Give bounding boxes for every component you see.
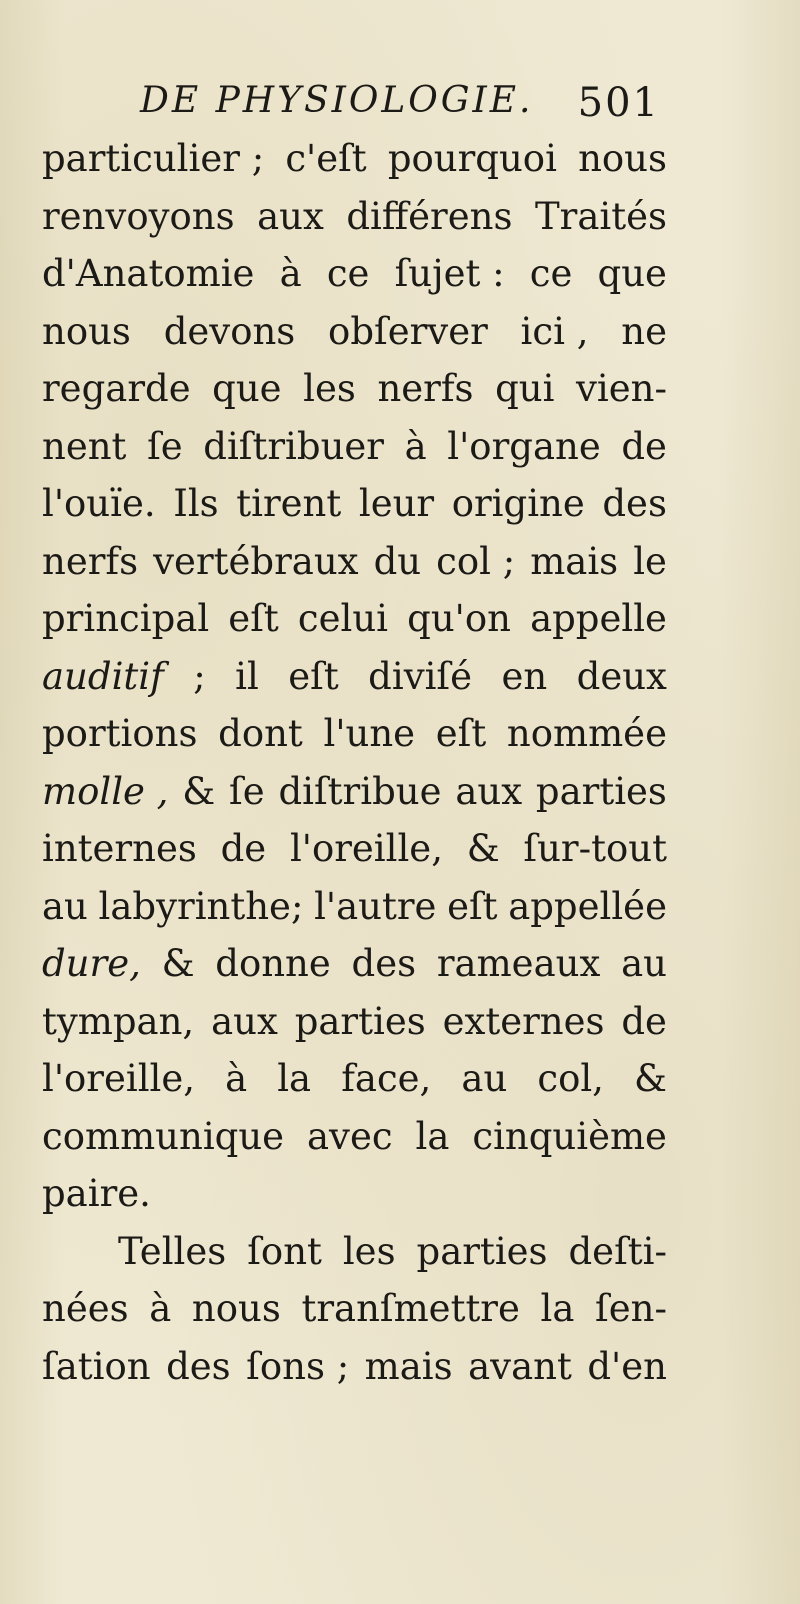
- word: ſons ;: [246, 1344, 350, 1388]
- word: l'autre: [314, 884, 437, 928]
- word: parties: [535, 769, 667, 813]
- word: appellée: [508, 884, 667, 928]
- text-line: [42, 533, 667, 591]
- word: de: [621, 999, 667, 1043]
- word: les: [303, 367, 356, 410]
- word: c'eſt: [285, 137, 367, 180]
- word: rameaux: [436, 942, 601, 985]
- text-line: [42, 475, 667, 533]
- word: celui: [297, 597, 389, 640]
- word: diviſé: [368, 654, 473, 698]
- word: origine: [451, 482, 585, 525]
- word: ce: [326, 252, 370, 295]
- word: dure,: [42, 942, 141, 985]
- text-line: [42, 418, 667, 476]
- word: molle ,: [42, 769, 169, 813]
- word: nous: [191, 1287, 281, 1330]
- word: l'une: [323, 712, 416, 755]
- word: appelle: [530, 597, 667, 640]
- word: ;: [193, 654, 206, 698]
- word: ſen-: [595, 1287, 667, 1330]
- word: tirent: [236, 482, 342, 525]
- word: mais: [530, 539, 619, 583]
- word: dont: [218, 712, 303, 755]
- word: leur: [358, 482, 435, 525]
- word: il: [235, 654, 259, 698]
- word: avant: [468, 1344, 572, 1388]
- word: labyrinthe;: [98, 884, 304, 928]
- text-line: [42, 878, 667, 936]
- word: face,: [341, 1057, 432, 1100]
- word: ſur-tout: [523, 827, 667, 870]
- word: parties: [294, 999, 426, 1043]
- word: vien-: [576, 367, 667, 410]
- word: le: [633, 539, 667, 583]
- running-title: DE PHYSIOLOGIE.: [140, 80, 534, 121]
- word: paire.: [42, 1172, 151, 1215]
- word: col ;: [436, 539, 516, 583]
- word: externes: [442, 999, 605, 1043]
- word: ici ,: [520, 309, 589, 353]
- word: Telles: [118, 1229, 227, 1273]
- word: du: [373, 539, 422, 583]
- word: des: [166, 1344, 231, 1388]
- word: ſont: [247, 1229, 322, 1273]
- word: &: [634, 1057, 667, 1100]
- word: diſtribuer: [203, 424, 384, 468]
- text-line: [42, 705, 667, 763]
- word: au: [461, 1057, 508, 1100]
- word: en: [501, 654, 548, 698]
- word: aux: [257, 194, 324, 238]
- word: regarde: [42, 367, 191, 410]
- word: tranſmettre: [301, 1287, 520, 1330]
- word: ſation: [42, 1344, 151, 1388]
- text-line: [42, 1050, 667, 1108]
- running-head: [140, 78, 660, 138]
- word: à: [149, 1287, 172, 1330]
- word: devons: [163, 309, 296, 353]
- word: nerfs: [377, 367, 474, 410]
- word: tympan,: [42, 999, 195, 1043]
- word: que: [212, 367, 282, 410]
- word: nous: [42, 309, 131, 353]
- word: ſujet :: [394, 252, 505, 295]
- word: &: [466, 827, 500, 870]
- word: de: [621, 424, 667, 468]
- word: d'en: [587, 1344, 667, 1388]
- word: communique: [42, 1114, 285, 1158]
- text-line: [42, 1280, 667, 1338]
- word: à: [279, 252, 302, 295]
- word: nous: [578, 137, 667, 180]
- word: la: [415, 1114, 450, 1158]
- word: &: [161, 942, 195, 985]
- word: portions: [42, 712, 198, 755]
- word: qui: [495, 367, 555, 410]
- word: à: [225, 1057, 248, 1100]
- word: ſe: [229, 769, 265, 813]
- word: l'oreille,: [42, 1057, 196, 1100]
- text-line: [42, 763, 667, 821]
- text-line: [42, 1108, 667, 1166]
- word: vertébraux: [153, 539, 359, 583]
- word: principal: [42, 597, 210, 640]
- text-line: [42, 648, 667, 706]
- word: eſt: [447, 884, 498, 928]
- text-line: [42, 188, 667, 246]
- text-line: [42, 1338, 667, 1396]
- word: eſt: [435, 712, 487, 755]
- text-line: [42, 360, 667, 418]
- word: au: [621, 942, 667, 985]
- word: nommée: [506, 712, 667, 755]
- word: deſti-: [568, 1229, 667, 1273]
- text-line: [42, 935, 667, 993]
- word: des: [351, 942, 417, 985]
- word: ſe: [147, 424, 183, 468]
- word: que: [597, 252, 667, 295]
- word: ce: [529, 252, 573, 295]
- word: auditif: [42, 654, 164, 698]
- word: eſt: [288, 654, 339, 698]
- word: ne: [621, 309, 667, 353]
- word: avec: [307, 1114, 393, 1158]
- word: différens: [346, 194, 513, 238]
- word: particulier ;: [42, 137, 265, 180]
- text-line: [42, 245, 667, 303]
- word: l'ouïe.: [42, 482, 156, 525]
- word: qu'on: [407, 597, 511, 640]
- word: &: [182, 769, 216, 813]
- text-line: [42, 820, 667, 878]
- word: parties: [416, 1229, 548, 1273]
- word: diſtribue: [278, 769, 442, 813]
- text-line: [42, 130, 667, 188]
- word: pourquoi: [387, 137, 557, 180]
- word: Ils: [173, 482, 219, 525]
- word: nées: [42, 1287, 129, 1330]
- word: Traités: [534, 194, 667, 238]
- text-line: [42, 1165, 667, 1223]
- word: donne: [215, 942, 331, 985]
- word: internes: [42, 827, 197, 870]
- text-line: [42, 993, 667, 1051]
- word: col,: [537, 1057, 604, 1100]
- page-number: 501: [577, 80, 660, 126]
- body-text: [42, 130, 667, 1395]
- word: d'Anatomie: [42, 252, 255, 295]
- word: mais: [364, 1344, 453, 1388]
- word: les: [342, 1229, 396, 1273]
- word: obſerver: [328, 309, 488, 353]
- word: la: [540, 1287, 575, 1330]
- word: des: [602, 482, 667, 525]
- word: aux: [211, 999, 278, 1043]
- text-line: [42, 1223, 667, 1281]
- word: cinquième: [472, 1114, 667, 1158]
- word: de: [220, 827, 267, 870]
- word: renvoyons: [42, 194, 235, 238]
- word: nent: [42, 424, 127, 468]
- word: eſt: [228, 597, 279, 640]
- word: la: [277, 1057, 312, 1100]
- word: au: [42, 884, 88, 928]
- word: à: [404, 424, 427, 468]
- text-line: [42, 590, 667, 648]
- word: aux: [455, 769, 523, 813]
- word: l'organe: [447, 424, 601, 468]
- word: nerfs: [42, 539, 139, 583]
- text-line: [42, 303, 667, 361]
- word: l'oreille,: [289, 827, 443, 870]
- word: deux: [576, 654, 667, 698]
